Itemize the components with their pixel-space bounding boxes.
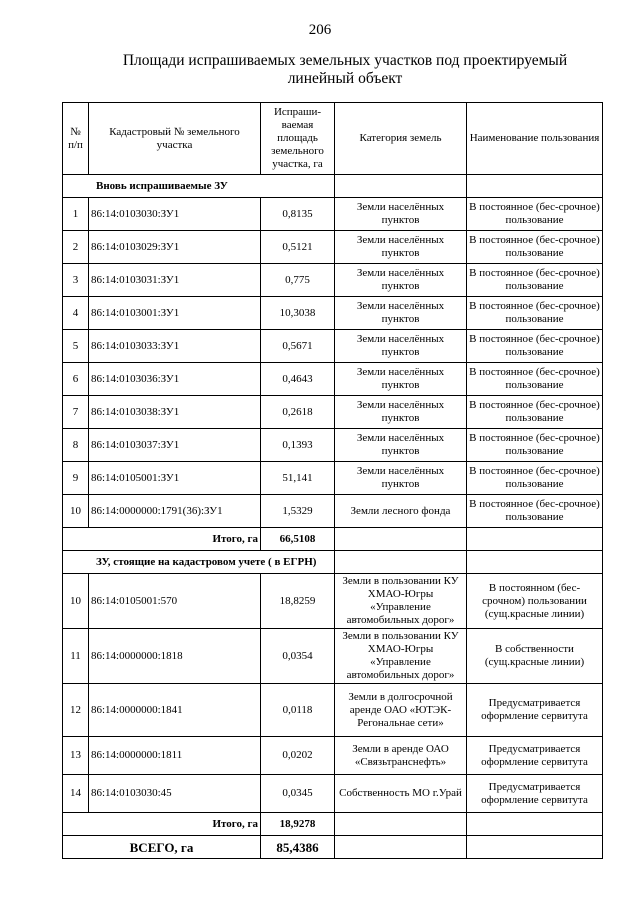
usage-type: В постоянное (бес-срочное) пользование — [467, 330, 603, 363]
table-row — [63, 198, 603, 231]
header-category: Категория земель — [335, 103, 467, 175]
header-row — [63, 103, 603, 175]
usage-type: В постоянное (бес-срочное) пользование — [467, 297, 603, 330]
row-number: 8 — [63, 429, 89, 462]
row-number: 2 — [63, 231, 89, 264]
land-category: Земли населённых пунктов — [335, 264, 467, 297]
empty-cell — [467, 175, 603, 198]
row-number: 10 — [63, 495, 89, 528]
row-number: 5 — [63, 330, 89, 363]
total-row — [63, 813, 603, 836]
usage-type: В постоянное (бес-срочное) пользование — [467, 231, 603, 264]
table-row — [63, 363, 603, 396]
cadastral-number: 86:14:0000000:1841 — [89, 684, 261, 737]
table-row — [63, 775, 603, 813]
area-value: 10,3038 — [261, 297, 335, 330]
row-number: 12 — [63, 684, 89, 737]
table-body — [63, 103, 603, 859]
page-number: 206 — [308, 22, 332, 38]
total-value: 18,9278 — [261, 813, 335, 836]
cadastral-number: 86:14:0000000:1791(36):ЗУ1 — [89, 495, 261, 528]
usage-type: В постоянное (бес-срочное) пользование — [467, 495, 603, 528]
total-row — [63, 528, 603, 551]
table-row — [63, 737, 603, 775]
empty-cell — [467, 813, 603, 836]
section-title: ЗУ, стоящие на кадастровом учете ( в ЕГРН) — [63, 551, 335, 574]
area-value: 0,5671 — [261, 330, 335, 363]
usage-type: В постоянное (бес-срочное) пользование — [467, 198, 603, 231]
land-category: Земли населённых пунктов — [335, 429, 467, 462]
usage-type: В собственности (сущ.красные линии) — [467, 629, 603, 684]
section-row — [63, 175, 603, 198]
land-category: Земли в пользовании КУ ХМАО-Югры «Управление автомобильных дорог» — [335, 629, 467, 684]
table-row — [63, 429, 603, 462]
usage-type: В постоянное (бес-срочное) пользование — [467, 396, 603, 429]
land-plots-table — [62, 102, 603, 859]
land-category: Земли населённых пунктов — [335, 297, 467, 330]
area-value: 0,0118 — [261, 684, 335, 737]
usage-type: Предусматривается оформление сервитута — [467, 737, 603, 775]
empty-cell — [335, 175, 467, 198]
land-category: Земли населённых пунктов — [335, 462, 467, 495]
cadastral-number: 86:14:0103030:ЗУ1 — [89, 198, 261, 231]
area-value: 0,8135 — [261, 198, 335, 231]
usage-type: В постоянном (бес-срочном) пользовании (сущ.красные линии) — [467, 574, 603, 629]
empty-cell — [335, 528, 467, 551]
row-number: 13 — [63, 737, 89, 775]
empty-cell — [335, 551, 467, 574]
empty-cell — [335, 813, 467, 836]
total-value: 66,5108 — [261, 528, 335, 551]
cadastral-number: 86:14:0103038:ЗУ1 — [89, 396, 261, 429]
cadastral-number: 86:14:0000000:1811 — [89, 737, 261, 775]
table-row — [63, 396, 603, 429]
land-category: Земли в аренде ОАО «Связьтранснефть» — [335, 737, 467, 775]
land-category: Земли населённых пунктов — [335, 363, 467, 396]
land-category: Земли населённых пунктов — [335, 396, 467, 429]
land-category: Земли в долгосрочной аренде ОАО «ЮТЭК-Регональнае сети» — [335, 684, 467, 737]
table-row — [63, 462, 603, 495]
total-label: Итого, га — [63, 528, 261, 551]
usage-type: В постоянное (бес-срочное) пользование — [467, 264, 603, 297]
row-number: 11 — [63, 629, 89, 684]
area-value: 0,0202 — [261, 737, 335, 775]
empty-cell — [467, 528, 603, 551]
table-row — [63, 629, 603, 684]
area-value: 0,0345 — [261, 775, 335, 813]
table-row — [63, 231, 603, 264]
cadastral-number: 86:14:0103036:ЗУ1 — [89, 363, 261, 396]
header-area: Испраши-ваемая площадь земельного участка, га — [261, 103, 335, 175]
table-row — [63, 330, 603, 363]
row-number: 14 — [63, 775, 89, 813]
empty-cell — [467, 836, 603, 859]
cadastral-number: 86:14:0103029:ЗУ1 — [89, 231, 261, 264]
area-value: 0,775 — [261, 264, 335, 297]
cadastral-number: 86:14:0103037:ЗУ1 — [89, 429, 261, 462]
section-row — [63, 551, 603, 574]
cadastral-number: 86:14:0103001:ЗУ1 — [89, 297, 261, 330]
land-category: Земли лесного фонда — [335, 495, 467, 528]
row-number: 4 — [63, 297, 89, 330]
row-number: 3 — [63, 264, 89, 297]
row-number: 10 — [63, 574, 89, 629]
usage-type: В постоянное (бес-срочное) пользование — [467, 363, 603, 396]
row-number: 9 — [63, 462, 89, 495]
row-number: 6 — [63, 363, 89, 396]
area-value: 0,1393 — [261, 429, 335, 462]
area-value: 18,8259 — [261, 574, 335, 629]
land-category: Собственность МО г.Урай — [335, 775, 467, 813]
total-label: Итого, га — [63, 813, 261, 836]
row-number: 7 — [63, 396, 89, 429]
usage-type: Предусматривается оформление сервитута — [467, 684, 603, 737]
document-title: Площади испрашиваемых земельных участков под проектируемый линейный объект — [122, 52, 568, 87]
land-category: Земли населённых пунктов — [335, 231, 467, 264]
area-value: 51,141 — [261, 462, 335, 495]
usage-type: Предусматривается оформление сервитута — [467, 775, 603, 813]
cadastral-number: 86:14:0105001:ЗУ1 — [89, 462, 261, 495]
area-value: 1,5329 — [261, 495, 335, 528]
cadastral-number: 86:14:0103031:ЗУ1 — [89, 264, 261, 297]
header-usage: Наименование пользования — [467, 103, 603, 175]
grand-total-row — [63, 836, 603, 859]
usage-type: В постоянное (бес-срочное) пользование — [467, 429, 603, 462]
cadastral-number: 86:14:0105001:570 — [89, 574, 261, 629]
grand-total-value: 85,4386 — [261, 836, 335, 859]
area-value: 0,4643 — [261, 363, 335, 396]
cadastral-number: 86:14:0103030:45 — [89, 775, 261, 813]
land-category: Земли в пользовании КУ ХМАО-Югры «Управление автомобильных дорог» — [335, 574, 467, 629]
table-row — [63, 297, 603, 330]
empty-cell — [335, 836, 467, 859]
table-row — [63, 264, 603, 297]
cadastral-number: 86:14:0000000:1818 — [89, 629, 261, 684]
table-row — [63, 495, 603, 528]
row-number: 1 — [63, 198, 89, 231]
empty-cell — [467, 551, 603, 574]
land-category: Земли населённых пунктов — [335, 330, 467, 363]
table-row — [63, 684, 603, 737]
land-category: Земли населённых пунктов — [335, 198, 467, 231]
table-row — [63, 574, 603, 629]
section-title: Вновь испрашиваемые ЗУ — [63, 175, 335, 198]
area-value: 0,0354 — [261, 629, 335, 684]
header-cadastral: Кадастровый № земельного участка — [89, 103, 261, 175]
cadastral-number: 86:14:0103033:ЗУ1 — [89, 330, 261, 363]
area-value: 0,2618 — [261, 396, 335, 429]
grand-total-label: ВСЕГО, га — [63, 836, 261, 859]
area-value: 0,5121 — [261, 231, 335, 264]
header-num: № п/п — [63, 103, 89, 175]
usage-type: В постоянное (бес-срочное) пользование — [467, 462, 603, 495]
